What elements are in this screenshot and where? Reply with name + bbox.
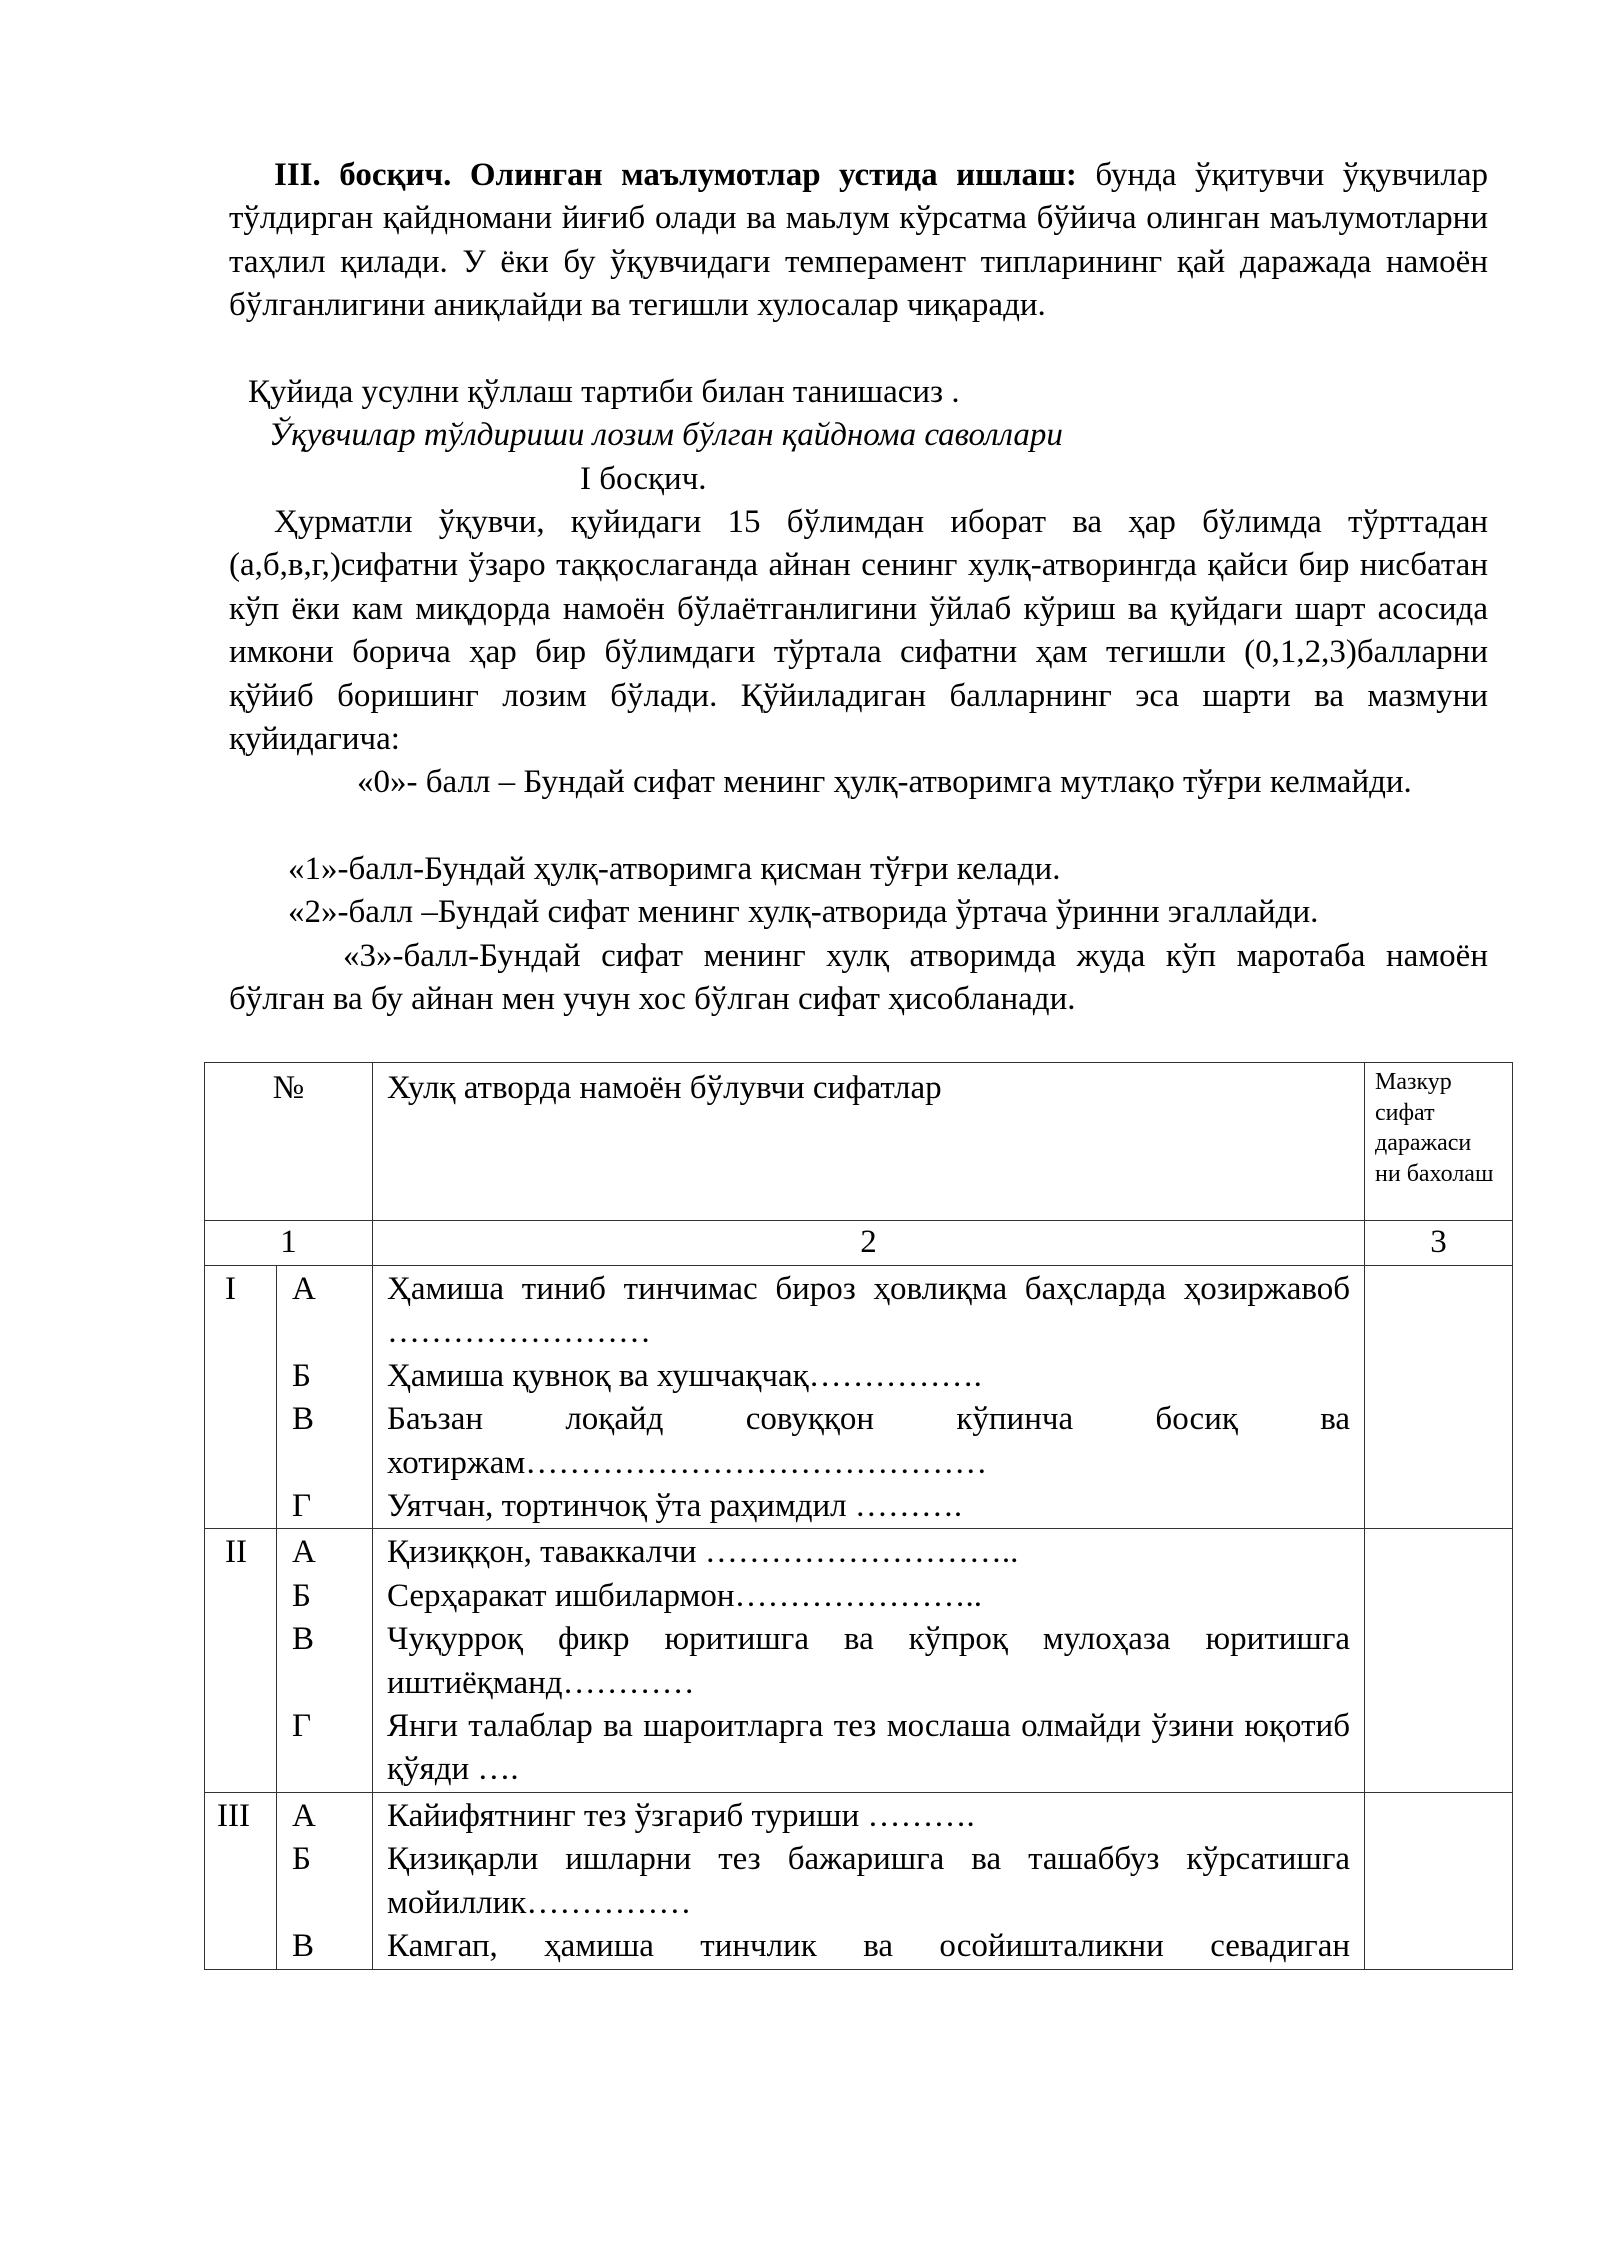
table-row <box>205 1529 1513 1792</box>
section-letters <box>277 1266 373 1529</box>
quality-item: Ҳамиша тиниб тинчимас бироз ҳовлиқма баҳсларда ҳозиржавоб …………………… <box>387 1271 1350 1351</box>
quality-item: Қизиққон, таваккалчи ……………………….. <box>387 1534 1019 1571</box>
stage3-text: бунда ўқитувчи ўқувчилар тўлдирган қайдномани йиғиб олади ва маьлум кўрсатма бўйича олинган маълумотларни таҳлил қилади. У ёки бу ўқувчидаги темперамент типларининг қай даражада намоён бўлганлигини аниқлайди ва тегишли хулосалар чиқаради. <box>229 157 1489 324</box>
item-letter: Б <box>292 1357 311 1394</box>
item-letter: В <box>292 1928 315 1965</box>
questionnaire-title: Ўқувчилар тўлдириши лозим бўлган қайднома саволлари <box>269 417 1063 453</box>
rating-cell <box>1365 1792 1513 1969</box>
score-0-line: «0»- балл – Бундай сифат менинг ҳулқ-атворимга мутлақо тўғри келмайди. <box>357 764 1412 800</box>
column-number-row <box>205 1221 1513 1266</box>
section-number: III <box>205 1792 277 1969</box>
quality-item: Чуқурроқ фикр юритишга ва кўпроқ мулоҳаза юритишга иштиёқманд………… <box>387 1621 1350 1701</box>
quality-item: Камгап, ҳамиша тинчлик ва осойишталикни севадиган <box>387 1928 1350 1965</box>
header-number-cell: № <box>205 1063 373 1221</box>
table-row <box>205 1266 1513 1529</box>
score-2-line: «2»-балл –Бундай сифат менинг хулқ-атворида ўртача ўринни эгаллайди. <box>288 894 1319 930</box>
item-letter: Г <box>292 1488 312 1524</box>
score-3-line: «3»-балл-Бундай сифат менинг хулқ атворимда жуда кўп маротаба намоён бўлган ва бу айнан мен учун хос бўлган сифат ҳисобланади. <box>229 938 1488 1018</box>
stage3-paragraph <box>229 154 1488 328</box>
item-letter: В <box>292 1621 315 1658</box>
quality-item: Қизиқарли ишларни тез бажаришга ва ташаббуз кўрсатишга мойиллик…………… <box>387 1841 1350 1921</box>
rating-cell <box>1365 1266 1513 1529</box>
stage1-heading: I босқич. <box>580 461 707 497</box>
stage3-heading: III. босқич. Олинган маълумотлар устида ишлаш: <box>274 157 1077 193</box>
section-number: I <box>205 1266 277 1529</box>
section-number: II <box>205 1529 277 1792</box>
item-letter: А <box>292 1534 316 1571</box>
quality-item: Серҳаракат ишбилармон………………….. <box>387 1577 983 1614</box>
table-header-row <box>205 1063 1513 1221</box>
quality-item: Янги талаблар ва шароитларга тез мослаша олмайди ўзини юқотиб қўяди …. <box>387 1708 1350 1788</box>
table-row <box>205 1792 1513 1969</box>
column-number-3: 3 <box>1365 1221 1513 1266</box>
item-letter: А <box>292 1797 316 1834</box>
section-items <box>373 1792 1365 1969</box>
section-letters <box>277 1792 373 1969</box>
section-items <box>373 1266 1365 1529</box>
item-letter: В <box>292 1401 315 1438</box>
item-letter: А <box>292 1271 316 1307</box>
address-paragraph: Ҳурматли ўқувчи, қуйидаги 15 бўлимдан иборат ва ҳар бўлимда тўрттадан (а,б,в,г,)сифатни ўзаро таққослаганда айнан сенинг хулқ-атворингда қайси бир нисбатан кўп ёки кам миқдорда намоён бўлаётганлигини ўйлаб кўриш ва қуйдаги шарт асосида имкони борича ҳар бир бўлимдаги тўртала сифатни ҳам тегишли (0,1,2,3)балларни қўйиб боришинг лозим бўлади. Қўйиладиган балларнинг эса шарти ва мазмуни қуйидагича: <box>229 504 1488 758</box>
column-number-2: 2 <box>373 1221 1365 1266</box>
rating-cell <box>1365 1529 1513 1792</box>
column-number-1: 1 <box>205 1221 373 1266</box>
header-qualities-cell: Хулқ атворда намоён бўлувчи сифатлар <box>373 1063 1365 1221</box>
item-letter: Б <box>292 1577 311 1614</box>
score-1-line: «1»-балл-Бундай ҳулқ-атворимга қисман тўғри келади. <box>288 851 1061 887</box>
quality-item: Баъзан лоқайд совуққон кўпинча босиқ ва хотиржам…………………………………… <box>387 1401 1350 1481</box>
qualities-table <box>204 1062 1513 1970</box>
quality-item: Кайифятнинг тез ўзгариб туриши ………. <box>387 1797 975 1834</box>
section-letters <box>277 1529 373 1792</box>
header-rating-cell: Мазкур сифат даражаси ни бахолаш <box>1365 1063 1513 1221</box>
section-items <box>373 1529 1365 1792</box>
item-letter: Б <box>292 1841 311 1878</box>
procedure-line: Қуйида усулни қўллаш тартиби билан танишасиз . <box>248 374 960 410</box>
quality-item: Ҳамиша қувноқ ва хушчақчақ……………. <box>387 1357 982 1394</box>
item-letter: Г <box>292 1708 312 1745</box>
quality-item: Уятчан, тортинчоқ ўта раҳимдил ………. <box>387 1488 963 1525</box>
